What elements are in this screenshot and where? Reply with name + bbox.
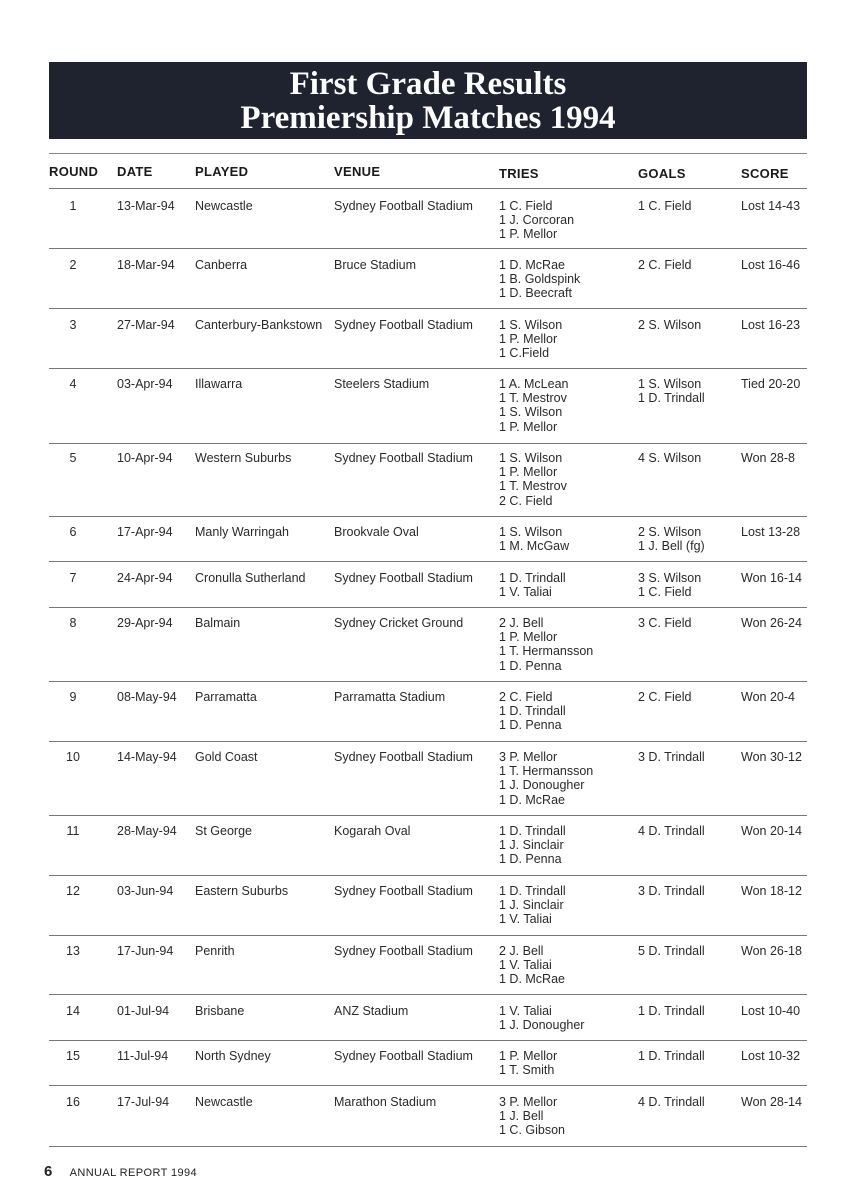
goal-kicker: 2 S. Wilson: [638, 318, 702, 332]
goal-kicker: 1 J. Bell (fg): [638, 539, 705, 554]
tries-cell: [499, 258, 634, 301]
goal-kicker: 3 D. Trindall: [638, 884, 705, 898]
round-cell: 8: [69, 616, 77, 630]
try-scorer: 1 D. Penna: [499, 718, 562, 733]
goal-kicker: 4 D. Trindall: [638, 824, 705, 838]
round-cell: 6: [69, 525, 77, 539]
col-goals-header: GOALS: [638, 166, 686, 181]
score-cell: Tied 20-20: [741, 377, 801, 391]
try-scorer: 1 D. Penna: [499, 852, 562, 867]
try-scorer: 1 D. Trindall: [499, 704, 566, 719]
goal-kicker: 1 S. Wilson: [638, 377, 702, 391]
venue-cell: Brookvale Oval: [334, 525, 419, 539]
try-scorer: 1 B. Goldspink: [499, 272, 581, 287]
try-scorer: 1 P. Mellor: [499, 465, 558, 480]
row-divider: [49, 935, 807, 936]
opponent-cell: Parramatta: [195, 690, 257, 704]
title-line-1: First Grade Results: [289, 65, 567, 102]
tries-cell: [499, 750, 634, 807]
venue-cell: Kogarah Oval: [334, 824, 411, 838]
try-scorer: 1 T. Smith: [499, 1063, 555, 1078]
try-scorer: 1 P. Mellor: [499, 1049, 558, 1063]
col-venue-header: VENUE: [334, 164, 381, 179]
score-cell: Lost 16-46: [741, 258, 801, 272]
try-scorer: 1 C. Gibson: [499, 1123, 566, 1138]
goals-cell: [638, 318, 738, 332]
tries-cell: [499, 1095, 634, 1138]
try-scorer: 1 T. Mestrov: [499, 479, 567, 494]
try-scorer: 2 C. Field: [499, 690, 553, 704]
goals-cell: [638, 1095, 738, 1109]
date-cell: 13-Mar-94: [117, 199, 175, 213]
try-scorer: 1 J. Bell: [499, 1109, 544, 1124]
goal-kicker: 4 D. Trindall: [638, 1095, 705, 1109]
venue-cell: Sydney Football Stadium: [334, 944, 473, 958]
try-scorer: 1 T. Hermansson: [499, 644, 594, 659]
goal-kicker: 2 C. Field: [638, 258, 692, 272]
opponent-cell: Newcastle: [195, 1095, 253, 1109]
score-cell: Lost 16-23: [741, 318, 801, 332]
page-number: 6: [44, 1163, 53, 1180]
goals-cell: [638, 750, 738, 764]
date-cell: 08-May-94: [117, 690, 177, 704]
goal-kicker: 5 D. Trindall: [638, 944, 705, 958]
tries-cell: [499, 1004, 634, 1032]
tries-cell: [499, 199, 634, 242]
date-cell: 24-Apr-94: [117, 571, 173, 585]
score-cell: Won 16-14: [741, 571, 802, 585]
row-divider: [49, 681, 807, 682]
date-cell: 01-Jul-94: [117, 1004, 170, 1018]
goals-cell: [638, 199, 738, 213]
venue-cell: ANZ Stadium: [334, 1004, 409, 1018]
opponent-cell: Eastern Suburbs: [195, 884, 289, 898]
goals-cell: [638, 616, 738, 630]
goal-kicker: 3 D. Trindall: [638, 750, 705, 764]
try-scorer: 2 J. Bell: [499, 616, 544, 630]
footer-text: ANNUAL REPORT 1994: [69, 1167, 198, 1179]
goal-kicker: 3 S. Wilson: [638, 571, 702, 585]
try-scorer: 1 T. Hermansson: [499, 764, 594, 779]
try-scorer: 1 A. McLean: [499, 377, 569, 391]
col-round-header: ROUND: [49, 164, 99, 179]
venue-cell: Marathon Stadium: [334, 1095, 437, 1109]
date-cell: 11-Jul-94: [117, 1049, 169, 1063]
try-scorer: 1 V. Taliai: [499, 1004, 552, 1018]
try-scorer: 1 V. Taliai: [499, 585, 552, 600]
date-cell: 17-Jul-94: [117, 1095, 170, 1109]
try-scorer: 1 S. Wilson: [499, 405, 563, 420]
score-cell: Won 18-12: [741, 884, 802, 898]
row-divider: [49, 443, 807, 444]
try-scorer: 1 J. Sinclair: [499, 838, 564, 853]
opponent-cell: Brisbane: [195, 1004, 245, 1018]
tries-cell: [499, 824, 634, 867]
round-cell: 12: [66, 884, 80, 898]
opponent-cell: Manly Warringah: [195, 525, 290, 539]
header-top-rule: [49, 153, 807, 154]
tries-cell: [499, 944, 634, 987]
try-scorer: 1 M. McGaw: [499, 539, 570, 554]
venue-cell: Parramatta Stadium: [334, 690, 446, 704]
row-divider: [49, 607, 807, 608]
goal-kicker: 2 S. Wilson: [638, 525, 702, 539]
score-cell: Lost 13-28: [741, 525, 801, 539]
round-cell: 7: [69, 571, 77, 585]
tries-cell: [499, 571, 634, 599]
row-divider: [49, 188, 807, 189]
tries-cell: [499, 616, 634, 673]
try-scorer: 1 D. McRae: [499, 258, 565, 272]
opponent-cell: Canberra: [195, 258, 248, 272]
date-cell: 28-May-94: [117, 824, 177, 838]
try-scorer: 1 C.Field: [499, 346, 550, 361]
try-scorer: 1 V. Taliai: [499, 958, 552, 973]
date-cell: 17-Apr-94: [117, 525, 173, 539]
row-divider: [49, 368, 807, 369]
tries-cell: [499, 525, 634, 553]
venue-cell: Sydney Football Stadium: [334, 451, 473, 465]
date-cell: 17-Jun-94: [117, 944, 174, 958]
venue-cell: Sydney Football Stadium: [334, 318, 473, 332]
table-header: [49, 162, 807, 188]
venue-cell: Sydney Football Stadium: [334, 1049, 473, 1063]
try-scorer: 1 D. Beecraft: [499, 286, 572, 301]
try-scorer: 1 D. Trindall: [499, 884, 566, 898]
score-cell: Won 20-4: [741, 690, 795, 704]
goal-kicker: 2 C. Field: [638, 690, 692, 704]
goals-cell: [638, 944, 738, 958]
opponent-cell: Balmain: [195, 616, 241, 630]
row-divider: [49, 1040, 807, 1041]
date-cell: 10-Apr-94: [117, 451, 173, 465]
col-tries-header: TRIES: [499, 166, 539, 181]
try-scorer: 1 D. McRae: [499, 792, 565, 807]
goals-cell: [638, 525, 738, 553]
try-scorer: 1 S. Wilson: [499, 451, 563, 465]
goals-cell: [638, 451, 738, 465]
round-cell: 5: [69, 451, 77, 465]
venue-cell: Sydney Football Stadium: [334, 571, 473, 585]
score-cell: Lost 10-32: [741, 1049, 801, 1063]
try-scorer: 3 P. Mellor: [499, 750, 558, 764]
score-cell: Won 20-14: [741, 824, 802, 838]
try-scorer: 1 D. Penna: [499, 658, 562, 673]
venue-cell: Steelers Stadium: [334, 377, 430, 391]
opponent-cell: Canterbury-Bankstown: [195, 318, 323, 332]
col-score-header: SCORE: [741, 166, 789, 181]
row-divider: [49, 561, 807, 562]
round-cell: 14: [66, 1004, 80, 1018]
round-cell: 15: [66, 1049, 80, 1063]
row-divider: [49, 741, 807, 742]
col-played-header: PLAYED: [195, 164, 249, 179]
row-divider: [49, 875, 807, 876]
venue-cell: Sydney Cricket Ground: [334, 616, 464, 630]
try-scorer: 2 C. Field: [499, 493, 553, 508]
try-scorer: 1 V. Taliai: [499, 912, 552, 927]
date-cell: 18-Mar-94: [117, 258, 175, 272]
opponent-cell: Illawarra: [195, 377, 243, 391]
row-divider: [49, 1085, 807, 1086]
tries-cell: [499, 884, 634, 927]
goals-cell: [638, 690, 738, 704]
opponent-cell: Newcastle: [195, 199, 253, 213]
score-cell: Won 26-24: [741, 616, 802, 630]
tries-cell: [499, 451, 634, 508]
round-cell: 9: [69, 690, 77, 704]
round-cell: 11: [66, 824, 80, 838]
goal-kicker: 1 D. Trindall: [638, 1004, 705, 1018]
try-scorer: 1 P. Mellor: [499, 419, 558, 434]
try-scorer: 1 D. McRae: [499, 972, 565, 987]
score-cell: Won 26-18: [741, 944, 802, 958]
try-scorer: 1 P. Mellor: [499, 332, 558, 347]
try-scorer: 1 S. Wilson: [499, 525, 563, 539]
round-cell: 13: [66, 944, 80, 958]
opponent-cell: St George: [195, 824, 252, 838]
goal-kicker: 1 D. Trindall: [638, 1049, 705, 1063]
venue-cell: Sydney Football Stadium: [334, 884, 473, 898]
score-cell: Lost 14-43: [741, 199, 801, 213]
goals-cell: [638, 1049, 738, 1063]
goals-cell: [638, 884, 738, 898]
row-divider: [49, 516, 807, 517]
round-cell: 4: [69, 377, 77, 391]
try-scorer: 1 J. Sinclair: [499, 898, 564, 913]
date-cell: 27-Mar-94: [117, 318, 175, 332]
date-cell: 03-Jun-94: [117, 884, 174, 898]
title-line-2: Premiership Matches 1994: [240, 99, 616, 136]
tries-cell: [499, 690, 634, 733]
row-divider: [49, 994, 807, 995]
page-footer: [44, 1163, 197, 1180]
row-divider: [49, 1146, 807, 1147]
goal-kicker: 1 C. Field: [638, 199, 692, 213]
date-cell: 14-May-94: [117, 750, 177, 764]
round-cell: 2: [69, 258, 77, 272]
opponent-cell: North Sydney: [195, 1049, 271, 1063]
try-scorer: 1 D. Trindall: [499, 571, 566, 585]
round-cell: 3: [69, 318, 77, 332]
tries-cell: [499, 318, 634, 361]
try-scorer: 1 P. Mellor: [499, 227, 558, 242]
score-cell: Won 28-14: [741, 1095, 802, 1109]
goal-kicker: 1 C. Field: [638, 585, 692, 600]
venue-cell: Sydney Football Stadium: [334, 199, 473, 213]
try-scorer: 1 J. Donougher: [499, 778, 585, 793]
goal-kicker: 3 C. Field: [638, 616, 692, 630]
row-divider: [49, 308, 807, 309]
try-scorer: 1 P. Mellor: [499, 630, 558, 645]
opponent-cell: Western Suburbs: [195, 451, 292, 465]
venue-cell: Bruce Stadium: [334, 258, 416, 272]
goals-cell: [638, 258, 738, 272]
goal-kicker: 1 D. Trindall: [638, 391, 705, 406]
tries-cell: [499, 377, 634, 434]
try-scorer: 1 J. Corcoran: [499, 213, 575, 228]
opponent-cell: Penrith: [195, 944, 235, 958]
venue-cell: Sydney Football Stadium: [334, 750, 473, 764]
date-cell: 29-Apr-94: [117, 616, 173, 630]
goals-cell: [638, 571, 738, 599]
date-cell: 03-Apr-94: [117, 377, 173, 391]
col-date-header: DATE: [117, 164, 153, 179]
opponent-cell: Gold Coast: [195, 750, 258, 764]
try-scorer: 2 J. Bell: [499, 944, 544, 958]
try-scorer: 1 J. Donougher: [499, 1018, 585, 1033]
try-scorer: 1 C. Field: [499, 199, 553, 213]
row-divider: [49, 815, 807, 816]
title-banner: [49, 62, 807, 139]
try-scorer: 3 P. Mellor: [499, 1095, 558, 1109]
round-cell: 16: [66, 1095, 80, 1109]
score-cell: Won 28-8: [741, 451, 795, 465]
opponent-cell: Cronulla Sutherland: [195, 571, 306, 585]
row-divider: [49, 248, 807, 249]
try-scorer: 1 D. Trindall: [499, 824, 566, 838]
round-cell: 10: [66, 750, 80, 764]
score-cell: Lost 10-40: [741, 1004, 801, 1018]
goal-kicker: 4 S. Wilson: [638, 451, 702, 465]
goals-cell: [638, 377, 738, 405]
goals-cell: [638, 1004, 738, 1018]
tries-cell: [499, 1049, 634, 1077]
try-scorer: 1 S. Wilson: [499, 318, 563, 332]
score-cell: Won 30-12: [741, 750, 802, 764]
round-cell: 1: [69, 199, 77, 213]
try-scorer: 1 T. Mestrov: [499, 391, 567, 406]
goals-cell: [638, 824, 738, 838]
